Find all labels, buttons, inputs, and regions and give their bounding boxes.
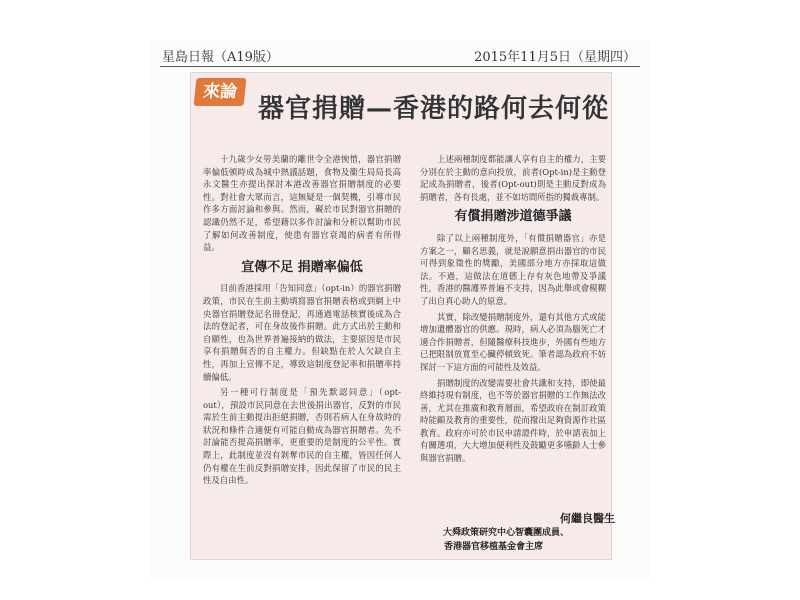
paragraph: 其實，除改變捐贈制度外，還有其他方式或能增加遺體器官的供應。現時，病人必須為腦死亡才適合作捐贈者，但隨醫療科技進步，外國有些地方已把限制放寬至心臟停頓致死。筆者認為政府不妨探討一下這方面的可能性及效益。	[420, 311, 606, 372]
author-title: 大舜政策研究中心智囊團成員、	[443, 528, 570, 538]
article-column-right	[420, 153, 606, 468]
article-headline: 器官捐贈—香港的路何去何從	[258, 94, 610, 124]
paragraph: 目前香港採用「告知同意」（opt-in）的器官捐贈政策，市民在生前主動填寫器官捐贈表格或到網上中央器官捐贈登記名冊登記，再通過電話核實後成為合法的登記者，可在身故後作捐贈。此方式出於主動和自願性，也為世界普遍接納的做法，主要原因是市民享有捐贈與否的自主權力。但缺點在於人欠缺自主性，再加上宣傳不足，導致這制度登記率和捐贈率持續偏低。	[203, 283, 401, 382]
paragraph: 捐贈制度的改變需要社會共識和支持，即使最終維持現有制度，也不等於器官捐贈的工作無法改善，尤其在推廣和教育層面，希望政府在制訂政策時能顧及教育的重要性，從而撥出足夠資源作社區教育。政府亦可於市民申請證件時，於申請表加上有關選項，大大增加便利性及鼓勵更多嚥齡人士參與器官捐贈。	[420, 377, 606, 464]
paragraph: 另一種可行制度是「預先默認同意」（opt-out），預設市民同意在去世後捐出器官，反對的市民需於生前主動提出拒絕捐贈，否則若病人在身故時的狀況和條件合適便有可能自動成為器官捐贈者。先不討論能否提高捐贈率，更重要的是制度的公平性。實際上，此制度並沒有剝奪市民的自主權，皆因任何人仍有權在生前反對捐贈安排，因此保留了市民的民主性及自由性。	[203, 387, 401, 486]
author-name: 何繼良醫生	[560, 512, 615, 525]
column-tag: 來論	[194, 78, 247, 106]
section-subhead: 有償捐贈涉道德爭議	[454, 209, 572, 225]
paragraph: 上述兩種制度都能讓人享有自主的權力，主要分別在於主動的意向投放，前者(Opt-in)是主動登記成為捐贈者，後者(Opt-out)則是主動反對成為捐贈者，各有長處，並不如坊間所指的獨裁專制。	[420, 154, 606, 202]
author-title: 香港器官移植基金會主席	[444, 542, 544, 552]
paragraph: 除了以上兩種制度外，「有償捐贈器官」亦是方案之一，顧名思義，就是說願意捐出器官的市民可得到象徵性的獎勵，美國部分地方亦採取這做法。不過，這做法在道德上存有灰色地帶及爭議性，香港的醫護界普遍不支持，因為此舉或會模糊了出自真心助人的原意。	[420, 232, 606, 306]
section-subhead: 宣傳不足 捐贈率偏低	[241, 259, 363, 275]
newspaper-name: 星島日報（A19版）	[162, 50, 279, 65]
paragraph: 十九歲少女勞美蘭的離世令全港惋惜，器官捐贈率偏低頓時成為城中熱議話題，食物及衞生局局長高永文醫生亦提出探討本港改善器官捐贈制度的必要性。對社會大眾而言，這無疑是一個契機，引導市民作多方面討論和參與。然而，礙於市民對器官捐贈的認識仍然不足，希望藉以多作討論和分析以幫助市民了解如何改善制度，使患有器官衰竭的病者有所得益。	[203, 154, 401, 253]
publication-date: 2015年11月5日（星期四）	[474, 50, 636, 65]
newspaper-masthead	[160, 44, 640, 67]
article-column-left	[203, 153, 401, 490]
